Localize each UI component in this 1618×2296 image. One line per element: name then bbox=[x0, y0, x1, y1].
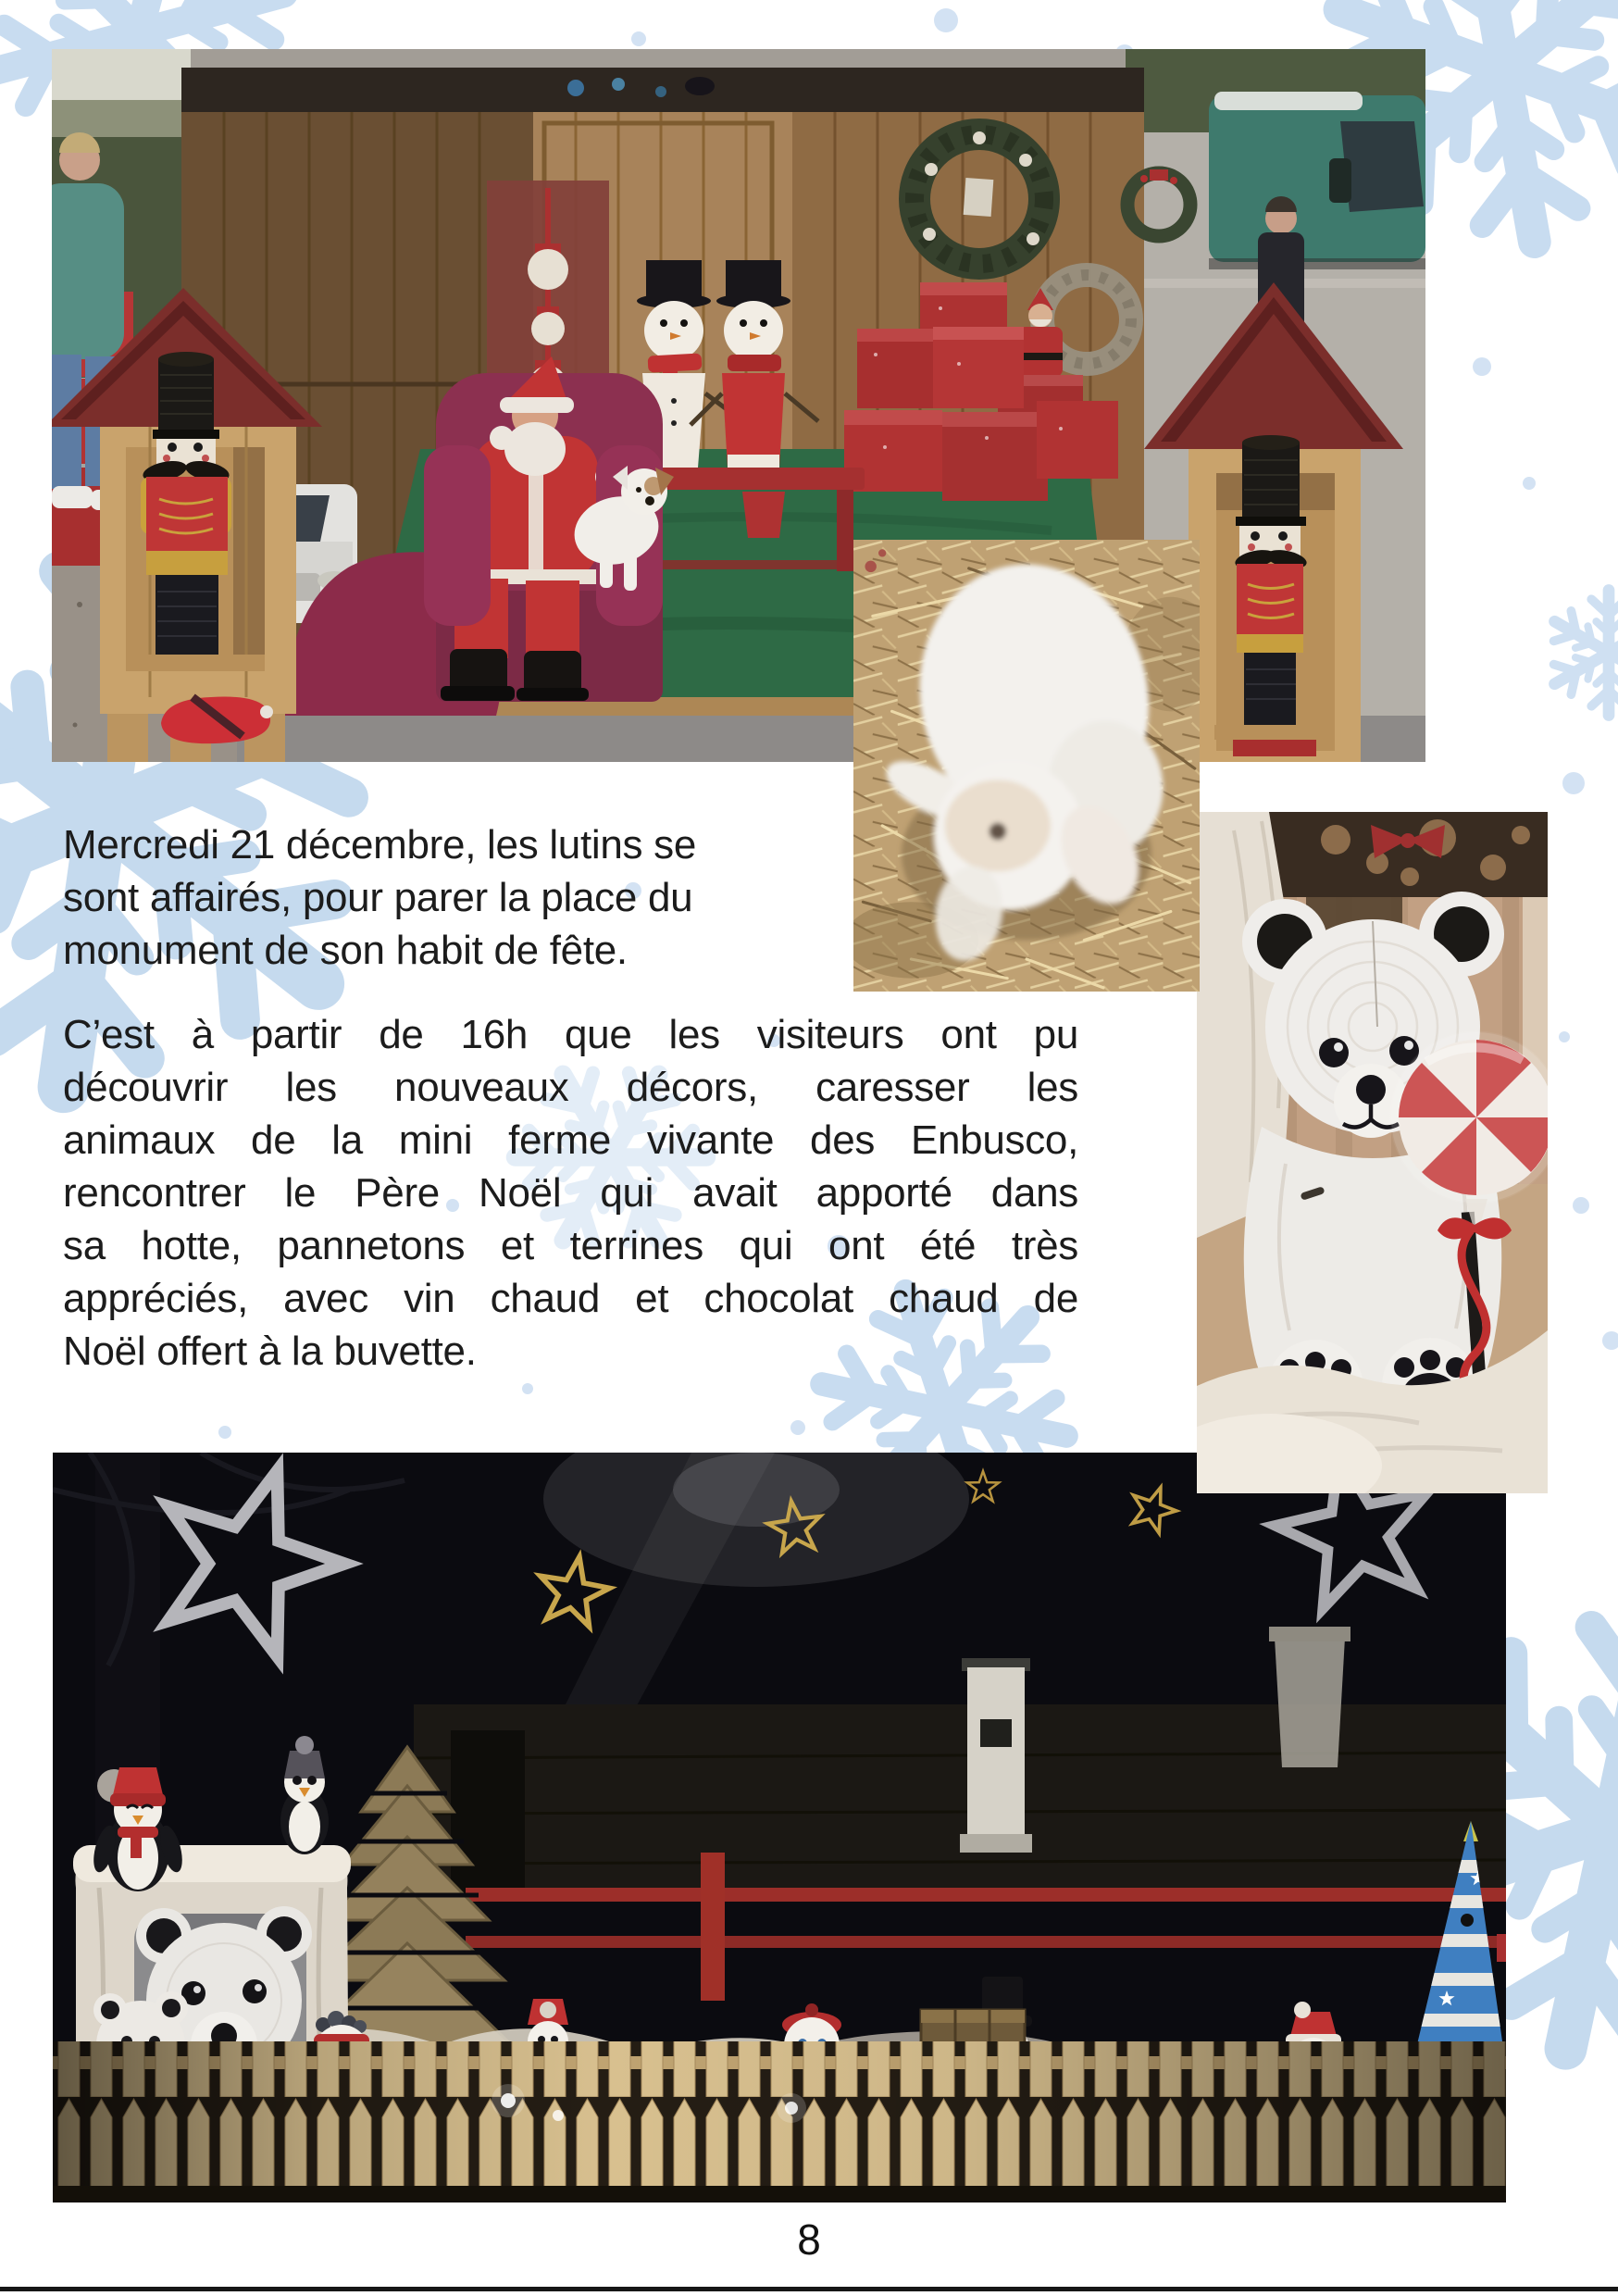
text-line: Noël offert à la buvette. bbox=[63, 1329, 477, 1374]
photo-wooden-bear-lollipop bbox=[1197, 812, 1548, 1493]
picket-fence bbox=[53, 2041, 1506, 2202]
text-line: sa hotte, pannetons et terrines qui ont été très bbox=[63, 1223, 1078, 1268]
text-line: sont affairés, pour parer la place du bbox=[63, 875, 693, 920]
paragraph-intro bbox=[63, 818, 915, 977]
red-clog bbox=[161, 697, 273, 744]
text-line: C’est à partir de 16h que les visiteurs ont pu bbox=[63, 1012, 1078, 1057]
page-number: 8 bbox=[797, 2215, 821, 2264]
text-line: Mercredi 21 décembre, les lutins se bbox=[63, 822, 697, 867]
paragraph-body bbox=[63, 1008, 1078, 1378]
page-bottom-edge bbox=[0, 2287, 1618, 2291]
snowflake-icon bbox=[1546, 591, 1618, 716]
green-van bbox=[1209, 92, 1425, 269]
text-line: découvrir les nouveaux décors, caresser les bbox=[63, 1065, 1078, 1110]
photo-santa-chalet bbox=[52, 49, 1425, 762]
text-line: appréciés, avec vin chaud et chocolat chaud de bbox=[63, 1276, 1078, 1321]
monument-pillar bbox=[960, 1658, 1032, 1853]
text-line: animaux de la mini ferme vivante des Enbusco, bbox=[63, 1117, 1078, 1163]
text-line: monument de son habit de fête. bbox=[63, 928, 628, 973]
text-line: rencontrer le Père Noël qui avait apporté dans bbox=[63, 1170, 1078, 1216]
photo-night-penguin-scene bbox=[53, 1453, 1506, 2202]
